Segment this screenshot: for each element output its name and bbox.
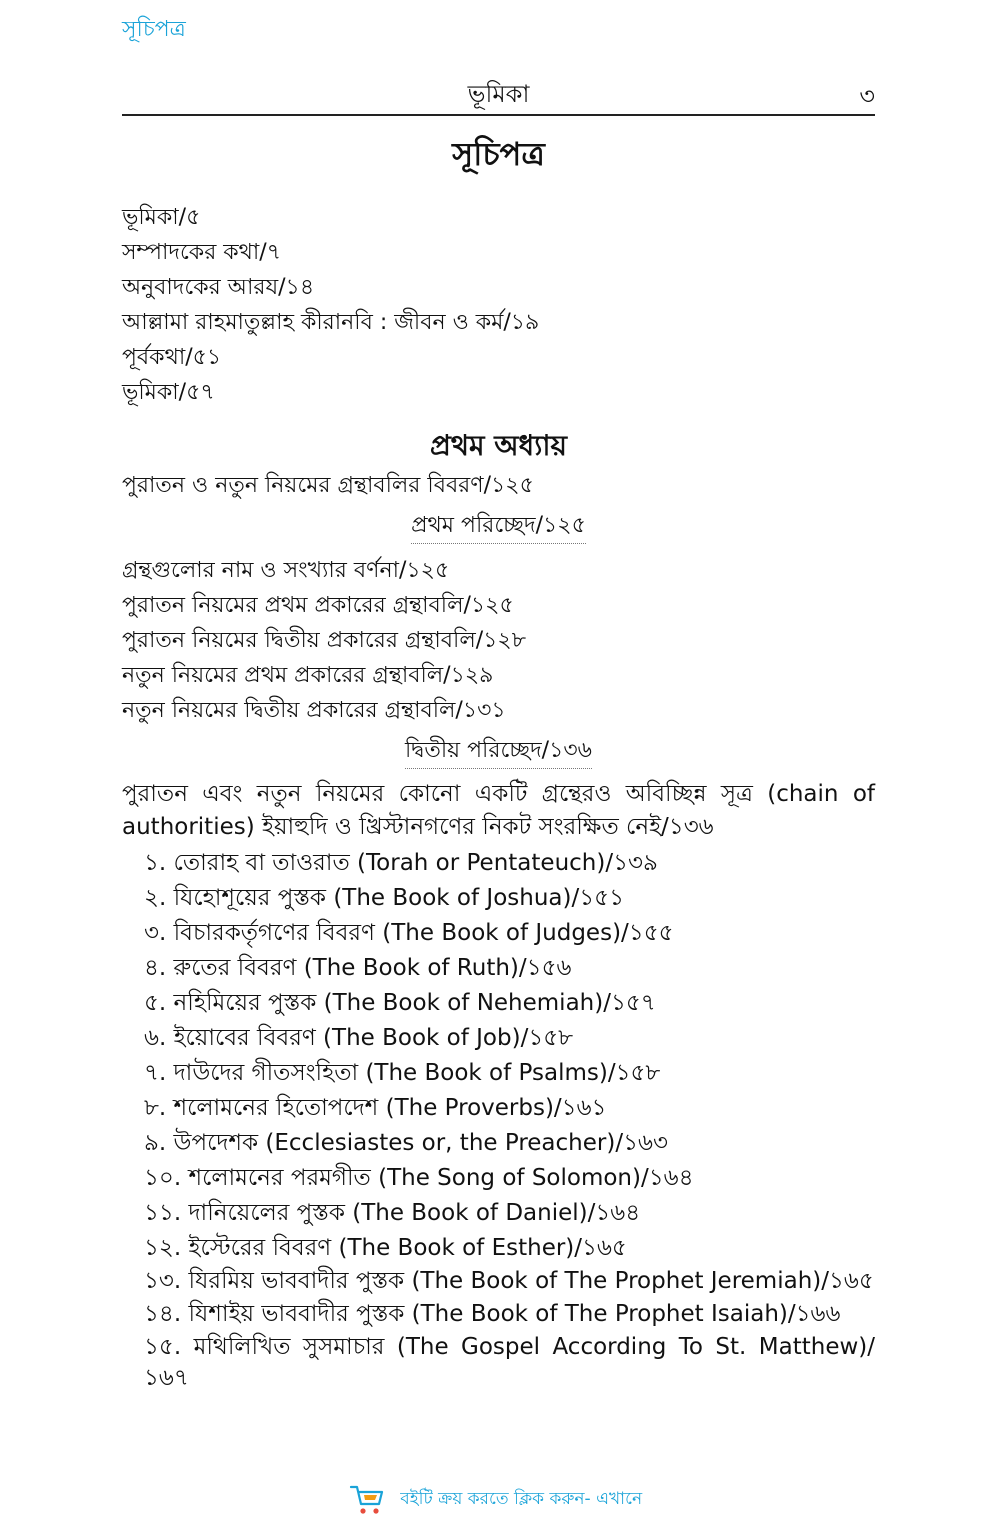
toc-entry: ৪. রুতের বিবরণ (The Book of Ruth)/১৫৬ bbox=[144, 955, 572, 981]
toc-entry: অনুবাদকের আরয/১৪ bbox=[122, 275, 315, 300]
toc-entry: ৮. শলোমনের হিতোপদেশ (The Proverbs)/১৬১ bbox=[144, 1095, 607, 1121]
toc-entry: গ্রন্থগুলোর নাম ও সংখ্যার বর্ণনা/১২৫ bbox=[122, 558, 450, 583]
toc-entry: ভূমিকা/৫৭ bbox=[122, 380, 215, 405]
toc-entry: আল্লামা রাহমাতুল্লাহ কীরানবি : জীবন ও কর্ম/১৯ bbox=[122, 310, 540, 335]
chapter-intro-entry: পুরাতন ও নতুন নিয়মের গ্রন্থাবলির বিবরণ/১২৫ bbox=[122, 473, 534, 498]
section-heading-1-text: প্রথম পরিচ্ছেদ/১২৫ bbox=[411, 509, 586, 544]
section-2-intro: পুরাতন এবং নতুন নিয়মের কোনো একটি গ্রন্থেরও অবিচ্ছিন্ন সূত্র (chain of authorities) ইয়াহুদি ও খ্রিস্টানগণের নিকট সংরক্ষিত নেই/১৩৬ bbox=[122, 781, 875, 840]
toc-entry: ১২. ইস্টেরের বিবরণ (The Book of Esther)/১৬৫ bbox=[144, 1235, 627, 1261]
toc-entry: ১. তোরাহ বা তাওরাত (Torah or Pentateuch)/১৩৯ bbox=[144, 850, 658, 876]
toc-entry: নতুন নিয়মের দ্বিতীয় প্রকারের গ্রন্থাবলি/১৩১ bbox=[122, 698, 506, 723]
shopping-cart-icon bbox=[349, 1482, 385, 1518]
toc-entry: পুরাতন নিয়মের প্রথম প্রকারের গ্রন্থাবলি/১২৫ bbox=[122, 593, 514, 618]
toc-content bbox=[122, 132, 875, 1394]
page-number: ৩ bbox=[859, 82, 875, 110]
toc-entry: ৯. উপদেশক (Ecclesiastes or, the Preacher)/১৬৩ bbox=[144, 1130, 668, 1156]
toc-entry: ৫. নহিমিয়ের পুস্তক (The Book of Nehemiah)/১৫৭ bbox=[144, 990, 656, 1016]
section-2-list bbox=[122, 846, 875, 1394]
section-heading-2 bbox=[122, 734, 875, 774]
toc-entry: ৭. দাউদের গীতসংহিতা (The Book of Psalms)/১৫৮ bbox=[144, 1060, 661, 1086]
toc-entry: সম্পাদকের কথা/৭ bbox=[122, 240, 282, 265]
front-matter-list bbox=[122, 200, 875, 410]
section-1-list bbox=[122, 553, 875, 728]
toc-entry: পূর্বকথা/৫১ bbox=[122, 345, 222, 370]
running-header bbox=[122, 72, 875, 116]
toc-entry: ৬. ইয়োবের বিবরণ (The Book of Job)/১৫৮ bbox=[144, 1025, 574, 1051]
section-heading-2-text: দ্বিতীয় পরিচ্ছেদ/১৩৬ bbox=[405, 734, 592, 769]
running-header-title: ভূমিকা bbox=[467, 80, 530, 108]
section-heading-1 bbox=[122, 509, 875, 549]
toc-entry: নতুন নিয়মের প্রথম প্রকারের গ্রন্থাবলি/১২৯ bbox=[122, 663, 494, 688]
toc-entry: ১৫. মথিলিখিত সুসমাচার (The Gospel According To St. Matthew)/১৬৭ bbox=[144, 1334, 875, 1391]
toc-title: সূচিপত্র bbox=[452, 135, 545, 173]
buy-link[interactable] bbox=[0, 1482, 991, 1518]
toc-entry: ১৪. যিশাইয় ভাববাদীর পুস্তক (The Book of The Prophet Isaiah)/১৬৬ bbox=[144, 1301, 841, 1327]
toc-entry: ১০. শলোমনের পরমগীত (The Song of Solomon)/১৬৪ bbox=[144, 1165, 694, 1191]
toc-entry: ১৩. যিরমিয় ভাববাদীর পুস্তক (The Book of The Prophet Jeremiah)/১৬৫ bbox=[144, 1268, 874, 1294]
toc-entry: পুরাতন নিয়মের দ্বিতীয় প্রকারের গ্রন্থাবলি/১২৮ bbox=[122, 628, 526, 653]
toc-entry: ১১. দানিয়েলের পুস্তক (The Book of Daniel)/১৬৪ bbox=[144, 1200, 641, 1226]
toc-entry: ভূমিকা/৫ bbox=[122, 205, 201, 230]
buy-link-text[interactable]: বইটি ক্রয় করতে ক্লিক করুন- এখানে bbox=[400, 1489, 643, 1509]
toc-entry: ২. যিহোশূয়ের পুস্তক (The Book of Joshua)/১৫১ bbox=[144, 885, 624, 911]
toc-top-link[interactable]: সূচিপত্র bbox=[122, 17, 186, 42]
toc-entry: ৩. বিচারকর্তৃগণের বিবরণ (The Book of Judges)/১৫৫ bbox=[144, 920, 674, 946]
chapter-title: প্রথম অধ্যায় bbox=[429, 429, 567, 462]
